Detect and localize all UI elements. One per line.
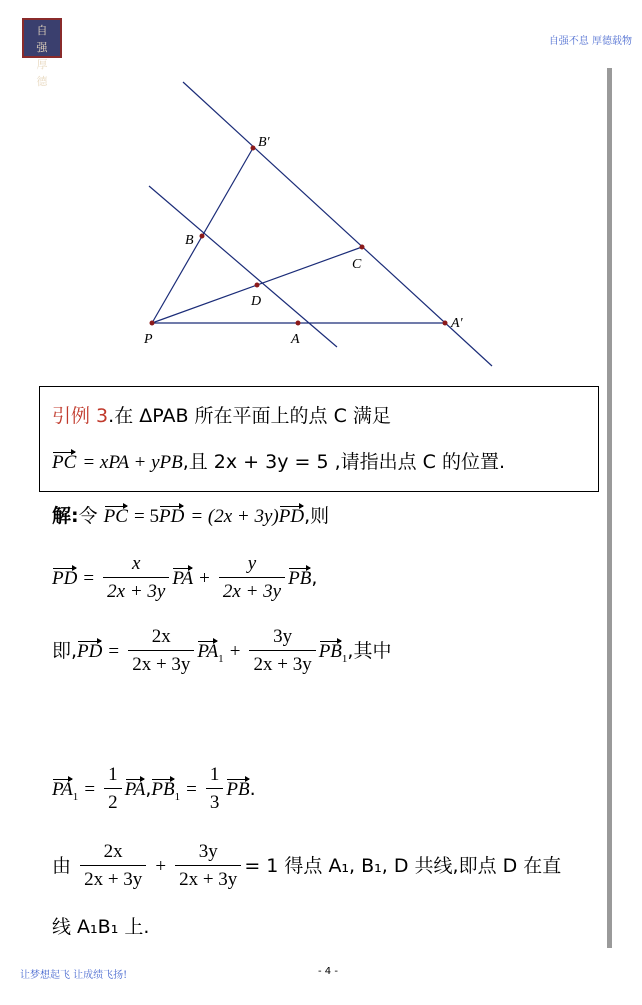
fraction xyxy=(128,624,194,679)
example-tag-sep: . xyxy=(108,405,115,427)
page-side-bar xyxy=(607,68,612,948)
seal-char: 强 xyxy=(36,41,48,54)
fraction-den: 2 xyxy=(108,792,118,813)
label-a: A xyxy=(291,332,300,347)
fraction-den: 2x + 3y xyxy=(222,581,282,602)
equals-sign: = xyxy=(108,641,120,662)
example-eq-rhs: = xPA + yPB xyxy=(82,452,183,473)
plus-sign: + xyxy=(199,568,210,589)
seal-char: 德 xyxy=(36,75,48,88)
header-motto: 自强不息 厚德载物 xyxy=(548,36,632,47)
fraction xyxy=(219,551,285,606)
example-text-1: 在 ΔPAB 所在平面上的点 C 满足 xyxy=(114,405,391,427)
example-line-1 xyxy=(52,403,391,429)
fraction xyxy=(104,762,122,817)
fraction-den: 2x + 3y xyxy=(132,654,191,675)
point-p xyxy=(150,321,155,326)
fraction xyxy=(103,551,169,606)
solution-word-ie: 即, xyxy=(52,640,78,662)
fraction xyxy=(249,624,315,679)
seal-char: 自 xyxy=(36,24,48,37)
vector-pb1: PB xyxy=(319,639,342,665)
fraction-num: 1 xyxy=(104,762,122,789)
point-b xyxy=(200,234,205,239)
fraction-den: 2x + 3y xyxy=(107,581,166,602)
fraction xyxy=(175,839,241,894)
point-bprime xyxy=(251,146,256,151)
solution-line-5 xyxy=(52,839,561,894)
solution-eq-part: = (2x + 3y) xyxy=(190,506,279,527)
point-c xyxy=(360,245,365,250)
fraction-num: 3y xyxy=(175,839,241,866)
solution-conclusion-2: 线 A₁B₁ 上. xyxy=(52,916,150,938)
solution-lead: 解: xyxy=(52,505,79,527)
point-d xyxy=(255,283,260,288)
equals-sign: = xyxy=(83,568,95,589)
plus-sign: + xyxy=(155,856,167,877)
solution-word-from: 由 xyxy=(52,855,72,877)
vector-pa1: PA xyxy=(197,639,218,665)
equals-sign: = xyxy=(84,779,96,800)
fraction-den: 2x + 3y xyxy=(253,654,312,675)
fraction-num: 2x xyxy=(128,624,194,651)
vector-pd: PD xyxy=(52,566,77,592)
solution-word-where: ,其中 xyxy=(347,640,392,662)
seal-logo xyxy=(22,18,62,88)
solution-eq-part: = 5 xyxy=(134,506,159,527)
solution-line-6 xyxy=(52,914,149,940)
label-c: C xyxy=(352,257,362,272)
vector-pa: PA xyxy=(172,566,193,592)
page-number: - 4 - xyxy=(318,966,338,977)
vector-pd: PD xyxy=(279,504,304,530)
vector-pb: PB xyxy=(226,777,249,803)
solution-word-then: ,则 xyxy=(304,505,330,527)
plus-sign: + xyxy=(229,641,241,662)
point-aprime xyxy=(443,321,448,326)
solution-line-2 xyxy=(52,551,317,606)
label-bprime: B′ xyxy=(258,135,270,150)
example-line-2 xyxy=(52,449,505,476)
footer-slogan: 让梦想起飞 让成绩飞扬! xyxy=(20,970,128,981)
fraction-num: y xyxy=(219,551,285,578)
label-p: P xyxy=(144,332,153,347)
solution-conclusion-1: = 1 得点 A₁, B₁, D 共线,即点 D 在直 xyxy=(244,855,562,877)
fraction-num: 3y xyxy=(249,624,315,651)
fraction xyxy=(206,762,224,817)
vector-pd: PD xyxy=(77,639,102,665)
punct: , xyxy=(145,778,152,800)
fraction-den: 2x + 3y xyxy=(84,869,143,890)
punct: , xyxy=(311,567,318,589)
vector-pa1: PA xyxy=(52,777,73,803)
fraction-num: 2x xyxy=(80,839,146,866)
vector-pb1: PB xyxy=(151,777,174,803)
geometry-figure xyxy=(140,78,500,373)
seal-char: 厚 xyxy=(36,58,48,71)
example-box xyxy=(39,386,599,492)
example-condition: ,且 2x + 3y = 5 ,请指出点 C 的位置. xyxy=(182,451,506,473)
fraction-den: 3 xyxy=(209,792,220,813)
fraction-num: x xyxy=(103,551,169,578)
solution-line-1 xyxy=(52,503,329,530)
punct: . xyxy=(249,778,256,800)
vector-pd: PD xyxy=(159,504,184,530)
point-a xyxy=(296,321,301,326)
solution-line-3: 即,PD = $\frac{2x}{2x + 3y}$ $PA_1$ + $\frac{3y}{2x + 3y}$ $PB_1$,其中 xyxy=(52,624,391,679)
fraction-num: 1 xyxy=(206,762,224,789)
fraction xyxy=(80,839,146,894)
equals-sign: = xyxy=(186,779,197,800)
vector-pc: PC xyxy=(52,450,76,476)
vector-pc: PC xyxy=(104,504,128,530)
example-tag: 引例 3 xyxy=(52,405,109,427)
solution-word-let: 令 xyxy=(78,505,98,527)
fraction-den: 2x + 3y xyxy=(179,869,238,890)
label-aprime: A′ xyxy=(451,316,463,331)
vector-pa: PA xyxy=(125,777,146,803)
vector-pb: PB xyxy=(288,566,311,592)
label-b: B xyxy=(185,233,194,248)
label-d: D xyxy=(251,294,262,309)
solution-line-4: $PA_1$ = $\frac{1}{2}$ $PA,PB_1$ = $\frac{1}{3}$ PB. xyxy=(52,762,256,817)
